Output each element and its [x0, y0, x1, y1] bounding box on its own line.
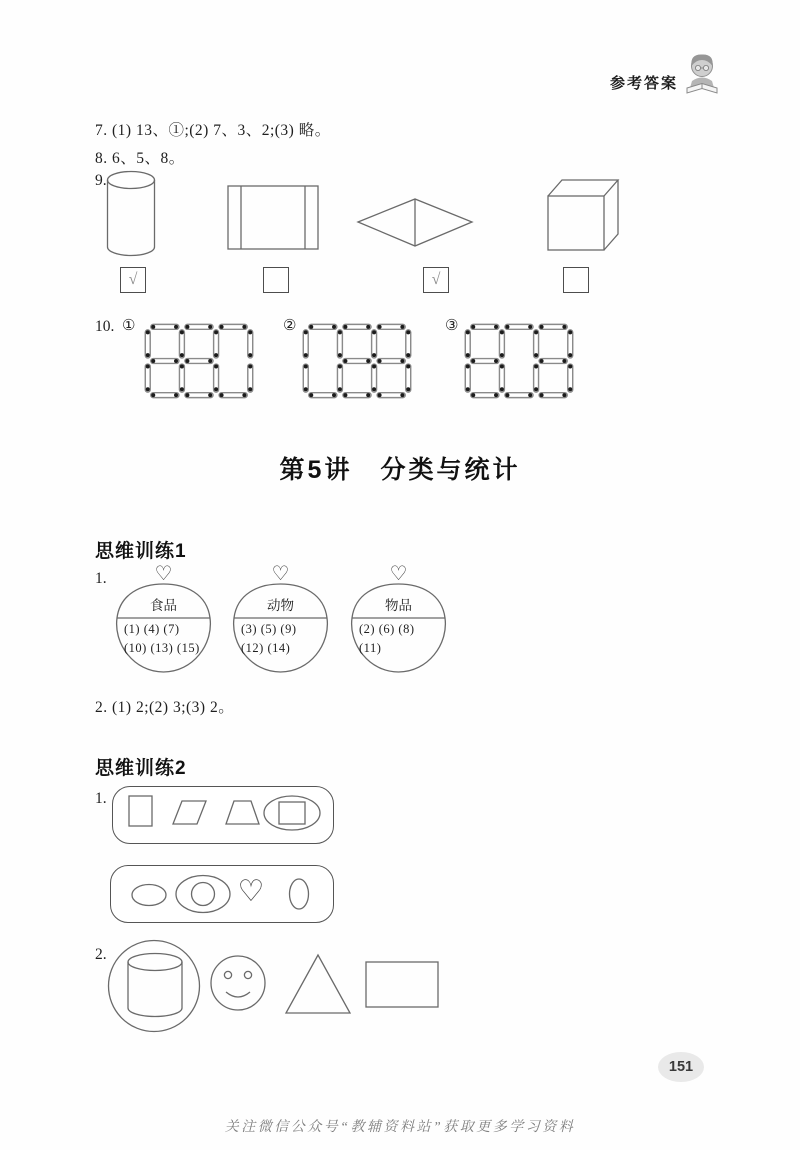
- figure2-label: ②: [283, 318, 297, 334]
- wechat-footer-note: 关注微信公众号“教辅资料站”获取更多学习资料: [224, 1120, 576, 1135]
- bubble-numbers-row1: (2) (6) (8): [359, 622, 415, 636]
- rectangle-shape: [366, 962, 438, 1007]
- training2-item2-number: 2.: [95, 946, 107, 963]
- bubble-numbers-row1: (3) (5) (9): [241, 622, 297, 636]
- heart-icon: ♡: [154, 561, 173, 585]
- matchstick-figure-2: [301, 322, 413, 405]
- bubble-numbers-row2: (10) (13) (15): [124, 641, 200, 655]
- square-shape: [129, 796, 152, 826]
- category-label: 食品: [150, 598, 177, 613]
- category-label: 动物: [267, 598, 294, 613]
- circled-circle-shape: [176, 876, 230, 913]
- matchstick-figure-1: [143, 322, 255, 405]
- cylinder-shape: [108, 172, 155, 256]
- matchstick-grid-svg: [463, 322, 575, 400]
- bubble-numbers-row2: (12) (14): [241, 641, 291, 655]
- cube-shape: [548, 180, 618, 250]
- heart-icon: ♡: [271, 561, 290, 585]
- reading-child-icon: [684, 50, 720, 101]
- shape-group-box-1: [112, 786, 334, 844]
- circled-cylinder-shape: [109, 941, 200, 1032]
- matchstick-figure-3: [463, 322, 575, 405]
- page-header: [610, 50, 720, 101]
- training1-item2-answer: 2. (1) 2;(2) 3;(3) 2。: [95, 699, 235, 716]
- matchstick-grid-svg: [301, 322, 413, 400]
- reference-answers-label: 参考答案: [609, 75, 678, 92]
- category-bubble-food: [115, 562, 212, 677]
- bubble-numbers-row1: (1) (4) (7): [124, 622, 180, 636]
- circled-rectangle-shape: [264, 796, 320, 830]
- matchstick-grid-svg: [143, 322, 255, 400]
- training2-item2-shapes: [105, 935, 450, 1045]
- item10-number: 10.: [95, 318, 115, 335]
- answer-line-7: 7. (1) 13、①;(2) 7、3、2;(3) 略。: [95, 122, 331, 139]
- category-label: 物品: [385, 598, 412, 613]
- heart-shape: ♡: [237, 874, 265, 909]
- training1-item1-number: 1.: [95, 570, 107, 587]
- check-mark: √: [431, 271, 441, 288]
- checkbox-rectangle: [263, 267, 289, 293]
- trapezoid-shape: [226, 801, 259, 824]
- bubble-numbers-row2: (11): [359, 641, 382, 655]
- training1-heading: 思维训练1: [95, 541, 187, 562]
- page-number-badge: 151: [658, 1052, 704, 1082]
- answer-line-8: 8. 6、5、8。: [95, 150, 185, 167]
- triangle-shape: [286, 955, 350, 1013]
- shape-group-box-2: [110, 865, 334, 923]
- category-bubble-animals: [232, 562, 329, 677]
- smiley-face-shape: [211, 956, 265, 1010]
- check-mark: √: [128, 271, 138, 288]
- checkbox-rhombus: [423, 267, 449, 293]
- vertical-ellipse-shape: [290, 879, 309, 909]
- figure3-label: ③: [445, 318, 459, 334]
- training2-heading: 思维训练2: [95, 758, 187, 779]
- category-bubble-items: [350, 562, 447, 677]
- rhombus-shape: [358, 199, 472, 246]
- item9-number: 9.: [95, 172, 107, 189]
- rectangle-shape: [228, 186, 318, 249]
- lesson-title: 第5讲 分类与统计: [279, 456, 521, 484]
- checkbox-cube: [563, 267, 589, 293]
- ellipse-shape: [132, 885, 166, 906]
- checkbox-cylinder: [120, 267, 146, 293]
- parallelogram-shape: [173, 801, 206, 824]
- item9-shapes-row: [100, 163, 640, 268]
- training2-item1-number: 1.: [95, 790, 107, 807]
- heart-icon: ♡: [389, 561, 408, 585]
- figure1-label: ①: [122, 318, 136, 334]
